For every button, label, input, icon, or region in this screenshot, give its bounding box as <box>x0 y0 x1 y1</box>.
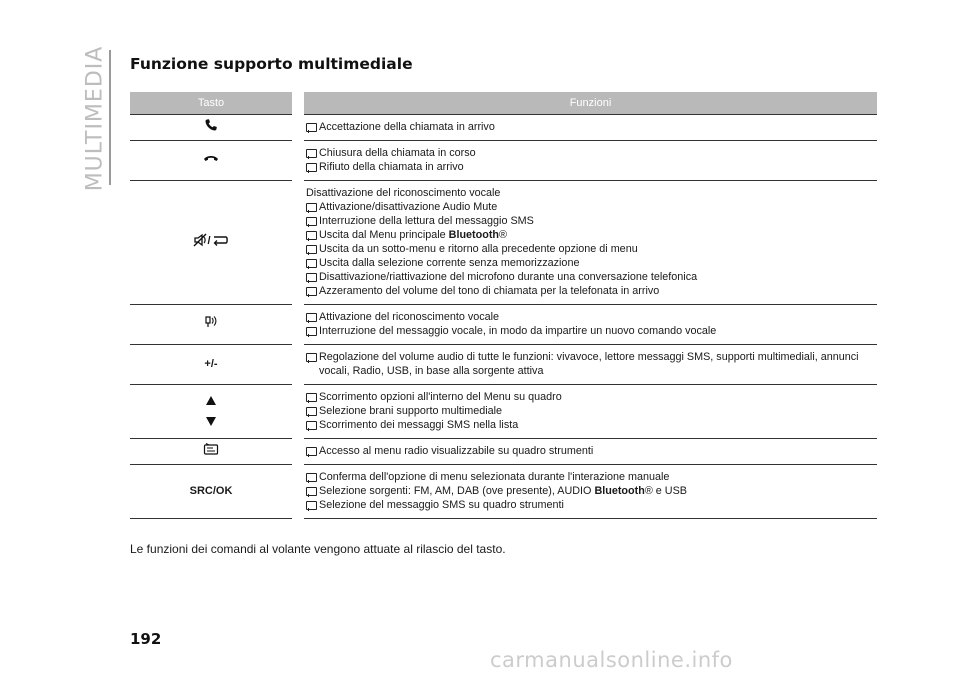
function-text: Regolazione del volume audio di tutte le funzioni: vivavoce, lettore messaggi SMS, supporti multimediali, annunci vocali, Radio, USB, in base alla sorgente attiva <box>319 350 859 377</box>
key-cell <box>130 438 298 464</box>
section-label: MULTIMEDIA <box>82 45 108 191</box>
function-item <box>306 228 877 242</box>
functions-cell <box>298 140 877 180</box>
functions-cell <box>298 464 877 518</box>
table-row <box>130 304 877 344</box>
table-row <box>130 180 877 304</box>
function-text: Disattivazione/riattivazione del microfono durante una conversazione telefonica <box>319 270 698 283</box>
function-item <box>306 444 877 458</box>
function-text: Scorrimento dei messaggi SMS nella lista <box>319 418 519 431</box>
function-intro <box>306 186 877 200</box>
function-item <box>306 146 877 160</box>
function-text: Scorrimento opzioni all'interno del Menu su quadro <box>319 390 562 403</box>
key-cell <box>130 304 298 344</box>
section-divider <box>109 50 111 185</box>
function-item <box>306 418 877 432</box>
functions-cell <box>298 384 877 438</box>
key-cell <box>130 344 298 384</box>
function-text-suffix: ® e USB <box>644 484 687 497</box>
key-cell <box>130 384 298 438</box>
function-text: Interruzione della lettura del messaggio SMS <box>319 214 534 227</box>
function-text: Attivazione/disattivazione Audio Mute <box>319 200 498 213</box>
function-item <box>306 350 877 378</box>
function-item <box>306 242 877 256</box>
table-row <box>130 464 877 518</box>
function-text: Uscita dalla selezione corrente senza memorizzazione <box>319 256 580 269</box>
table-row <box>130 344 877 384</box>
key-label: SRC/OK <box>189 485 233 497</box>
page-number: 192 <box>130 630 162 648</box>
functions-cell <box>298 114 877 140</box>
function-item <box>306 310 877 324</box>
function-item <box>306 470 877 484</box>
functions-cell <box>298 438 877 464</box>
table-row <box>130 140 877 180</box>
function-text: Uscita da un sotto-menu e ritorno alla precedente opzione di menu <box>319 242 638 255</box>
function-text: Accettazione della chiamata in arrivo <box>319 120 495 133</box>
key-cell <box>130 180 298 304</box>
page-title: Funzione supporto multimediale <box>130 55 413 73</box>
voice-command-icon <box>203 314 219 334</box>
function-item <box>306 214 877 228</box>
function-item <box>306 200 877 214</box>
function-text: Azzeramento del volume del tono di chiamata per la telefonata in arrivo <box>319 284 660 297</box>
table-row <box>130 114 877 140</box>
function-text-bold: Bluetooth <box>448 228 500 241</box>
function-item <box>306 160 877 174</box>
function-item <box>306 256 877 270</box>
function-text: Chiusura della chiamata in corso <box>319 146 476 159</box>
header-funzioni: Funzioni <box>298 92 877 114</box>
functions-cell <box>298 304 877 344</box>
function-text: Interruzione del messaggio vocale, in modo da impartire un nuovo comando vocale <box>319 324 717 337</box>
key-cell <box>130 140 298 180</box>
function-item <box>306 390 877 404</box>
function-text: Selezione brani supporto multimediale <box>319 404 503 417</box>
watermark: carmanualsonline.info <box>490 648 733 672</box>
function-text: Uscita dal Menu principale <box>319 228 449 241</box>
table-row <box>130 438 877 464</box>
function-text: Attivazione del riconoscimento vocale <box>319 310 500 323</box>
functions-table <box>130 92 877 519</box>
up-down-arrows-icon <box>206 393 216 429</box>
function-text: Selezione del messaggio SMS su quadro strumenti <box>319 498 564 511</box>
function-item <box>306 324 877 338</box>
function-item <box>306 270 877 284</box>
function-item <box>306 284 877 298</box>
functions-cell <box>298 180 877 304</box>
function-text: Selezione sorgenti: FM, AM, DAB (ove presente), AUDIO <box>319 484 595 497</box>
footnote: Le funzioni dei comandi al volante vengono attuate al rilascio del tasto. <box>130 542 506 556</box>
phone-answer-icon <box>204 118 218 136</box>
function-item <box>306 484 877 498</box>
function-text: Rifiuto della chiamata in arrivo <box>319 160 464 173</box>
functions-cell <box>298 344 877 384</box>
header-tasto: Tasto <box>130 92 298 114</box>
function-text-bold: Bluetooth <box>594 484 645 497</box>
function-text-suffix: ® <box>499 228 507 241</box>
function-item <box>306 404 877 418</box>
key-label: +/- <box>204 358 218 370</box>
function-text: Accesso al menu radio visualizzabile su quadro strumenti <box>319 444 594 457</box>
function-item <box>306 498 877 512</box>
function-text: Disattivazione del riconoscimento vocale <box>306 186 501 199</box>
function-item <box>306 120 877 134</box>
phone-hangup-icon <box>203 153 219 167</box>
key-cell <box>130 114 298 140</box>
table-row <box>130 384 877 438</box>
radio-display-icon <box>203 443 219 460</box>
key-cell <box>130 464 298 518</box>
mute-back-icon <box>193 232 229 252</box>
svg-text:/: / <box>207 235 211 247</box>
function-text: Conferma dell'opzione di menu selezionata durante l'interazione manuale <box>319 470 670 483</box>
